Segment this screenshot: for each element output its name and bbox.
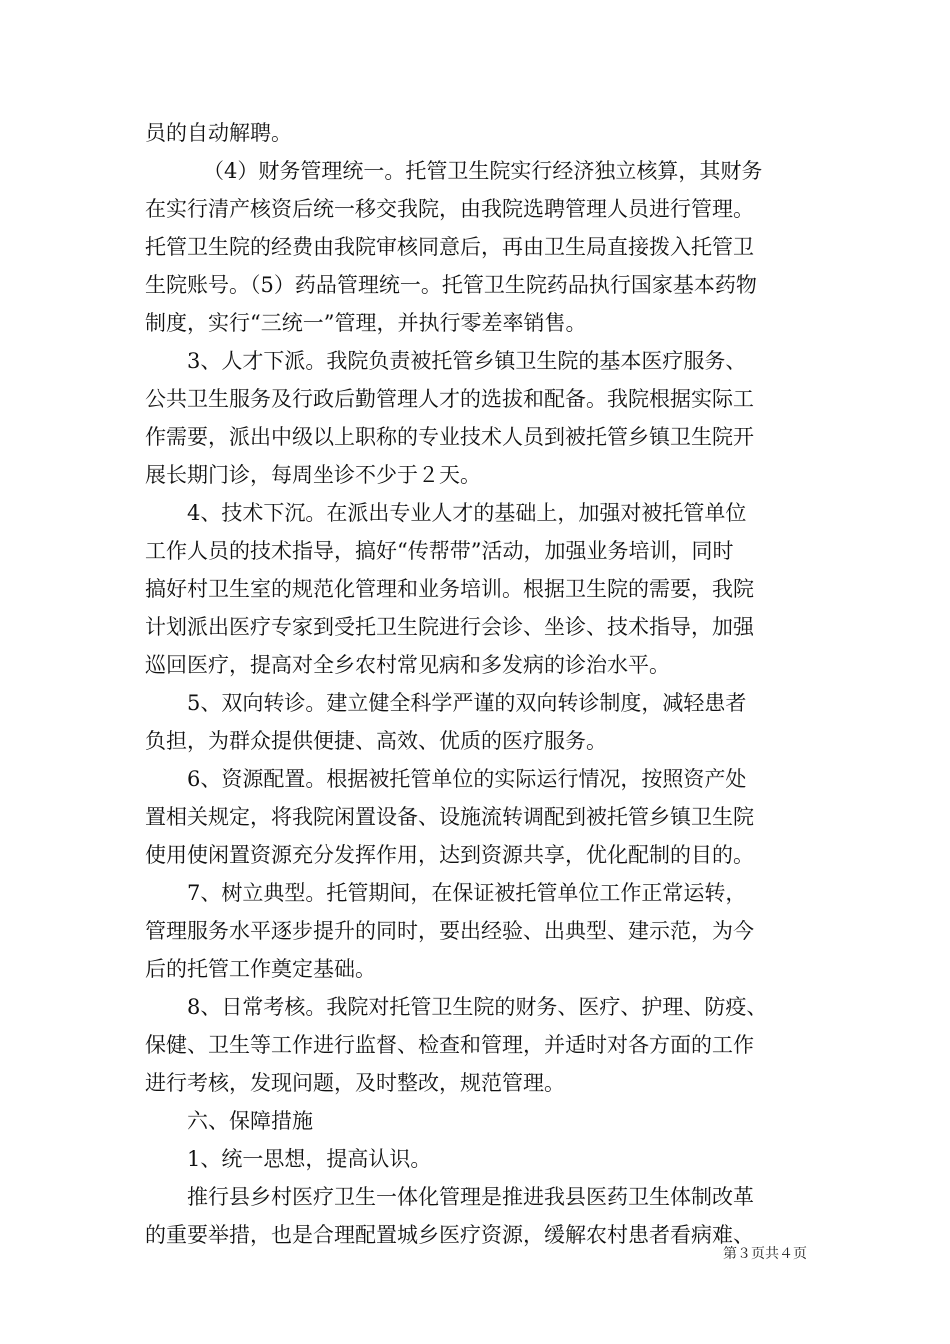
text-line: 在实行清产核资后统一移交我院，由我院选聘管理人员进行管理。 — [145, 197, 754, 221]
text-line: 制度，实行“三统一”管理，并执行零差率销售。 — [145, 311, 587, 335]
page-number: 第３页共４页 — [723, 1246, 807, 1262]
text-line: 员的自动解聘。 — [145, 121, 292, 145]
text-line: 8、日常考核。我院对托管卫生院的财务、医疗、护理、防疫、 — [187, 995, 768, 1019]
text-line: 计划派出医疗专家到受托卫生院进行会诊、坐诊、技术指导，加强 — [145, 615, 754, 639]
text-line: 4、技术下沉。在派出专业人才的基础上，加强对被托管单位 — [187, 501, 747, 525]
text-line: 后的托管工作奠定基础。 — [145, 957, 376, 981]
text-line: 保健、卫生等工作进行监督、检查和管理，并适时对各方面的工作 — [145, 1033, 754, 1057]
document-body — [145, 114, 810, 1254]
text-line: 进行考核，发现问题，及时整改，规范管理。 — [145, 1071, 565, 1095]
text-line: 6、资源配置。根据被托管单位的实际运行情况，按照资产处 — [187, 767, 747, 791]
text-line: 管理服务水平逐步提升的同时，要出经验、出典型、建示范，为今 — [145, 919, 754, 943]
text-line: 3、人才下派。我院负责被托管乡镇卫生院的基本医疗服务、 — [187, 349, 747, 373]
text-line: 1、统一思想，提高认识。 — [187, 1147, 432, 1171]
text-line: 六、保障措施 — [187, 1109, 313, 1133]
text-line: 工作人员的技术指导，搞好“传帮带”活动，加强业务培训，同时 — [145, 539, 734, 563]
text-line: 作需要，派出中级以上职称的专业技术人员到被托管乡镇卫生院开 — [145, 425, 754, 449]
text-line: 公共卫生服务及行政后勤管理人才的选拔和配备。我院根据实际工 — [145, 387, 754, 411]
text-line: 使用使闲置资源充分发挥作用，达到资源共享，优化配制的目的。 — [145, 843, 754, 867]
text-line: 的重要举措，也是合理配置城乡医疗资源，缓解农村患者看病难、 — [145, 1223, 754, 1247]
text-line: 5、双向转诊。建立健全科学严谨的双向转诊制度，减轻患者 — [187, 691, 747, 715]
text-line: 托管卫生院的经费由我院审核同意后，再由卫生局直接拨入托管卫 — [145, 235, 754, 259]
text-line: （4）财务管理统一。托管卫生院实行经济独立核算，其财务 — [203, 159, 763, 183]
text-line: 置相关规定，将我院闲置设备、设施流转调配到被托管乡镇卫生院 — [145, 805, 754, 829]
text-line: 7、树立典型。托管期间，在保证被托管单位工作正常运转， — [187, 881, 747, 905]
text-line: 负担，为群众提供便捷、高效、优质的医疗服务。 — [145, 729, 607, 753]
text-line: 推行县乡村医疗卫生一体化管理是推进我县医药卫生体制改革 — [187, 1185, 754, 1209]
text-line: 搞好村卫生室的规范化管理和业务培训。根据卫生院的需要，我院 — [145, 577, 754, 601]
text-line: 巡回医疗，提高对全乡农村常见病和多发病的诊治水平。 — [145, 653, 670, 677]
text-line: 生院账号。（5）药品管理统一。托管卫生院药品执行国家基本药物 — [145, 273, 757, 297]
text-line: 展长期门诊，每周坐诊不少于２天。 — [145, 463, 481, 487]
